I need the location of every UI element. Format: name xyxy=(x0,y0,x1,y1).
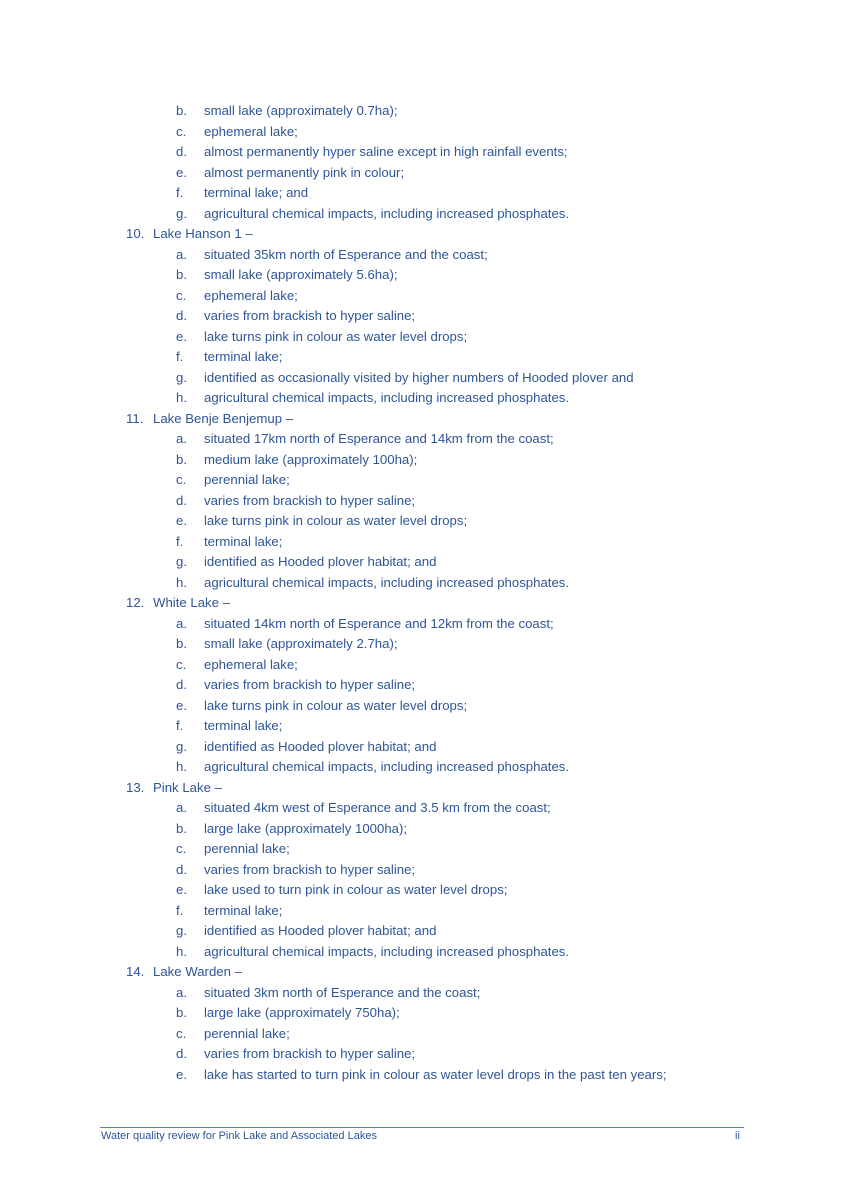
list-item-text: small lake (approximately 2.7ha); xyxy=(204,636,398,651)
list-item-text: perennial lake; xyxy=(204,472,290,487)
list-subitem xyxy=(0,306,844,327)
list-item-text: White Lake – xyxy=(153,595,230,610)
list-heading-item xyxy=(0,962,844,983)
list-subitem xyxy=(0,1065,844,1086)
list-item-text: agricultural chemical impacts, including increased phosphates. xyxy=(204,574,570,590)
list-item-text: varies from brackish to hyper saline; xyxy=(204,1046,416,1061)
list-item-text: lake turns pink in colour as water level drops; xyxy=(204,697,468,713)
list-subitem xyxy=(0,737,844,758)
list-item-text: Lake Hanson 1 – xyxy=(153,226,253,241)
list-item-text: terminal lake; xyxy=(204,349,283,364)
list-marker: d. xyxy=(176,677,187,692)
list-subitem xyxy=(0,122,844,143)
list-item-text: terminal lake; xyxy=(204,533,283,549)
list-item-text: lake used to turn pink in colour as water level drops; xyxy=(204,882,508,897)
footer-divider xyxy=(100,1127,744,1128)
list-marker: 12. xyxy=(126,595,145,610)
list-item-text: varies from brackish to hyper saline; xyxy=(204,308,416,323)
list-marker: 10. xyxy=(126,226,145,241)
list-marker: b. xyxy=(176,267,187,282)
list-subitem xyxy=(0,429,844,450)
list-marker: h. xyxy=(176,574,187,590)
list-heading-item xyxy=(0,593,844,614)
list-marker: 13. xyxy=(126,779,145,795)
list-item-text: ephemeral lake; xyxy=(204,123,298,139)
list-item-text: small lake (approximately 5.6ha); xyxy=(204,267,398,282)
list-item-text: agricultural chemical impacts, including increased phosphates. xyxy=(204,205,570,221)
list-marker: e. xyxy=(176,513,187,528)
list-subitem xyxy=(0,368,844,389)
list-subitem xyxy=(0,204,844,225)
list-item-text: lake turns pink in colour as water level drops; xyxy=(204,513,468,528)
list-item-text: situated 3km north of Esperance and the coast; xyxy=(204,984,481,1000)
list-marker: d. xyxy=(176,492,187,508)
page-number: ii xyxy=(735,1130,740,1142)
list-item-text: almost permanently pink in colour; xyxy=(204,164,405,180)
list-item-text: identified as Hooded plover habitat; and xyxy=(204,554,437,569)
list-marker: e. xyxy=(176,697,187,713)
list-item-text: situated 4km west of Esperance and 3.5 km from the coast; xyxy=(204,800,551,815)
list-marker: e. xyxy=(176,882,187,897)
list-subitem xyxy=(0,819,844,840)
list-marker: g. xyxy=(176,738,187,754)
list-marker: c. xyxy=(176,841,187,856)
list-subitem xyxy=(0,1044,844,1065)
list-item-text: situated 17km north of Esperance and 14km from the coast; xyxy=(204,431,554,446)
list-marker: c. xyxy=(176,1025,187,1041)
list-subitem xyxy=(0,839,844,860)
list-marker: e. xyxy=(176,164,187,180)
list-subitem xyxy=(0,1003,844,1024)
list-subitem xyxy=(0,245,844,266)
list-marker: f. xyxy=(176,718,184,733)
list-item-text: perennial lake; xyxy=(204,841,290,856)
list-heading-item xyxy=(0,778,844,799)
list-marker: a. xyxy=(176,431,187,446)
list-item-text: agricultural chemical impacts, including increased phosphates. xyxy=(204,390,570,405)
list-subitem xyxy=(0,286,844,307)
list-subitem xyxy=(0,716,844,737)
list-item-text: large lake (approximately 1000ha); xyxy=(204,820,408,836)
list-subitem xyxy=(0,860,844,881)
list-item-text: terminal lake; xyxy=(204,902,283,918)
list-item-text: identified as occasionally visited by higher numbers of Hooded plover and xyxy=(204,369,634,385)
list-marker: f. xyxy=(176,902,184,918)
list-subitem xyxy=(0,470,844,491)
list-item-text: small lake (approximately 0.7ha); xyxy=(204,103,398,118)
list-marker: a. xyxy=(176,246,187,262)
list-subitem xyxy=(0,142,844,163)
list-subitem xyxy=(0,101,844,122)
list-marker: c. xyxy=(176,287,187,303)
list-subitem xyxy=(0,675,844,696)
list-subitem xyxy=(0,696,844,717)
list-marker: h. xyxy=(176,943,187,959)
list-item-text: lake has started to turn pink in colour as water level drops in the past ten years; xyxy=(204,1066,667,1082)
list-marker: h. xyxy=(176,390,187,405)
list-subitem xyxy=(0,983,844,1004)
list-marker: b. xyxy=(176,1005,187,1020)
list-item-text: varies from brackish to hyper saline; xyxy=(204,492,416,508)
list-subitem xyxy=(0,757,844,778)
list-marker: g. xyxy=(176,205,187,221)
list-subitem xyxy=(0,327,844,348)
list-item-text: agricultural chemical impacts, including increased phosphates. xyxy=(204,759,570,774)
list-marker: d. xyxy=(176,861,187,877)
list-item-text: lake turns pink in colour as water level drops; xyxy=(204,328,468,344)
list-subitem xyxy=(0,921,844,942)
list-item-text: situated 14km north of Esperance and 12km from the coast; xyxy=(204,615,554,631)
list-subitem xyxy=(0,388,844,409)
list-marker: b. xyxy=(176,820,187,836)
list-item-text: terminal lake; and xyxy=(204,185,309,200)
list-subitem xyxy=(0,655,844,676)
list-item-text: identified as Hooded plover habitat; and xyxy=(204,738,437,754)
list-marker: a. xyxy=(176,800,187,815)
list-marker: b. xyxy=(176,636,187,651)
list-subitem xyxy=(0,798,844,819)
list-item-text: situated 35km north of Esperance and the coast; xyxy=(204,246,488,262)
list-marker: c. xyxy=(176,656,187,672)
list-marker: e. xyxy=(176,1066,187,1082)
list-subitem xyxy=(0,901,844,922)
list-item-text: terminal lake; xyxy=(204,718,283,733)
list-item-text: Lake Warden – xyxy=(153,964,242,979)
list-item-text: agricultural chemical impacts, including increased phosphates. xyxy=(204,943,570,959)
list-subitem xyxy=(0,163,844,184)
list-marker: g. xyxy=(176,554,187,569)
list-marker: c. xyxy=(176,123,187,139)
list-item-text: Lake Benje Benjemup – xyxy=(153,410,294,426)
list-subitem xyxy=(0,532,844,553)
list-heading-item xyxy=(0,409,844,430)
list-marker: b. xyxy=(176,103,187,118)
list-marker: g. xyxy=(176,369,187,385)
list-item-text: ephemeral lake; xyxy=(204,287,298,303)
list-item-text: perennial lake; xyxy=(204,1025,290,1041)
list-subitem xyxy=(0,491,844,512)
list-subitem xyxy=(0,1024,844,1045)
list-subitem xyxy=(0,880,844,901)
list-subitem xyxy=(0,347,844,368)
list-marker: 14. xyxy=(126,964,145,979)
list-item-text: large lake (approximately 750ha); xyxy=(204,1005,400,1020)
list-marker: g. xyxy=(176,923,187,938)
list-marker: f. xyxy=(176,349,184,364)
list-subitem xyxy=(0,552,844,573)
list-item-text: varies from brackish to hyper saline; xyxy=(204,861,416,877)
list-marker: 11. xyxy=(126,410,144,426)
list-marker: h. xyxy=(176,759,187,774)
list-marker: f. xyxy=(176,185,184,200)
list-marker: f. xyxy=(176,533,184,549)
list-marker: a. xyxy=(176,615,187,631)
list-marker: d. xyxy=(176,1046,187,1061)
document-body xyxy=(0,101,844,1085)
list-item-text: medium lake (approximately 100ha); xyxy=(204,451,418,467)
list-subitem xyxy=(0,614,844,635)
list-marker: b. xyxy=(176,451,187,467)
list-item-text: varies from brackish to hyper saline; xyxy=(204,677,416,692)
list-marker: d. xyxy=(176,308,187,323)
footer-title: Water quality review for Pink Lake and Associated Lakes xyxy=(101,1130,377,1142)
list-item-text: identified as Hooded plover habitat; and xyxy=(204,923,437,938)
list-item-text: almost permanently hyper saline except in high rainfall events; xyxy=(204,144,568,159)
list-item-text: ephemeral lake; xyxy=(204,656,298,672)
list-marker: d. xyxy=(176,144,187,159)
list-subitem xyxy=(0,573,844,594)
list-subitem xyxy=(0,450,844,471)
list-heading-item xyxy=(0,224,844,245)
list-marker: a. xyxy=(176,984,187,1000)
list-subitem xyxy=(0,634,844,655)
list-item-text: Pink Lake – xyxy=(153,779,222,795)
list-subitem xyxy=(0,511,844,532)
list-subitem xyxy=(0,265,844,286)
list-marker: e. xyxy=(176,328,187,344)
list-marker: c. xyxy=(176,472,187,487)
list-subitem xyxy=(0,942,844,963)
list-subitem xyxy=(0,183,844,204)
